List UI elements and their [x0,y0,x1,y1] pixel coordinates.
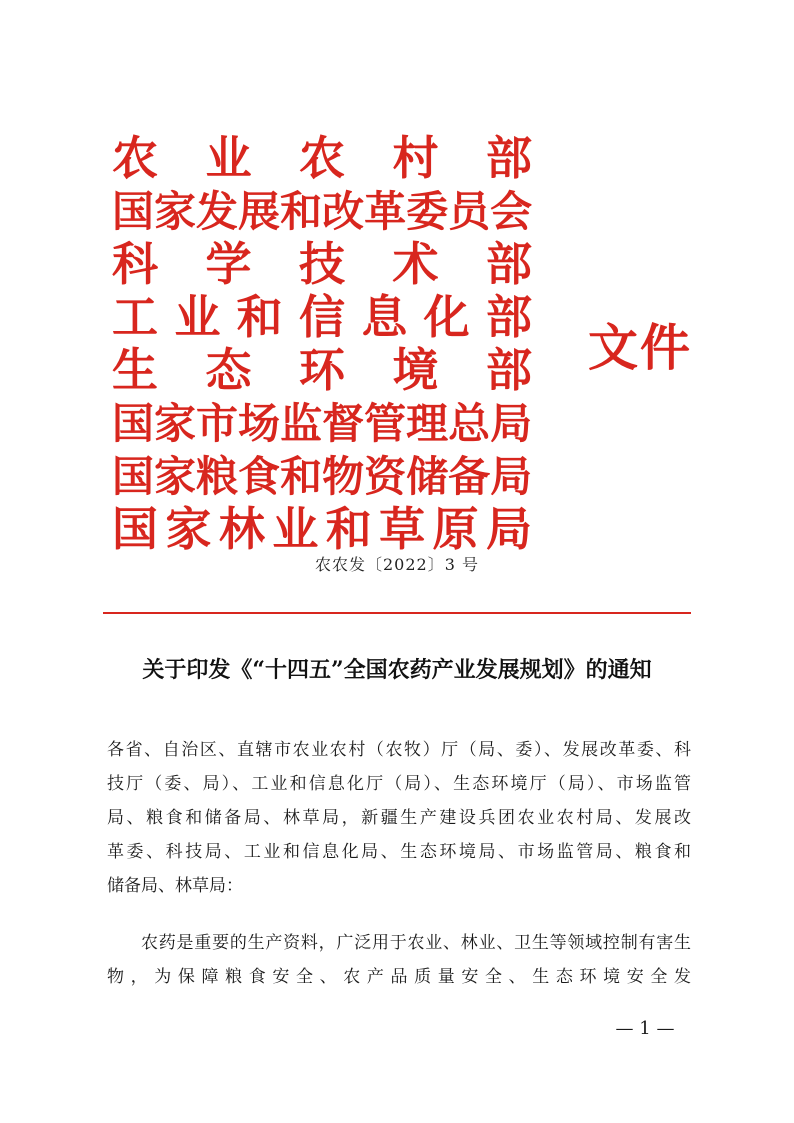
issuer-line [112,450,532,503]
issuer-name: 国 家 林 业 和 草 原 局 [112,503,532,556]
issuer-name: 国 家 市 场 监 督 管 理 总 局 [112,399,532,448]
issuer-line [112,344,532,397]
issuer-line [112,185,532,238]
issuer-name: 国 家 发 展 和 改 革 委 员 会 [112,187,532,236]
body-paragraph: 农药是重要的生产资料，广泛用于农业、林业、卫生等领域控制有害生物，为保障粮食安全、农产品质量安全、生态环境安全发 [107,933,691,987]
addressee-line: 各省、自治区、直辖市农业农村（农牧）厅（局、委）、发展改革委、科 [107,740,691,760]
masthead-suffix: 文件 [588,318,692,377]
issuer-line [112,397,532,450]
issuer-line [112,132,532,185]
addressee-line: 革委、科技局、工业和信息化局、生态环境局、市场监管局、粮食和 [107,842,691,862]
addressee-line: 局、粮食和储备局、林草局，新疆生产建设兵团农业农村局、发展改 [107,808,691,828]
issuer-name: 科 学 技 术 部 [112,238,532,291]
issuer-line [112,503,532,556]
red-divider [103,612,691,614]
addressee-line: 技厅（委、局）、工业和信息化厅（局）、生态环境厅（局）、市场监管 [107,774,691,794]
issuer-name: 国 家 粮 食 和 物 资 储 备 局 [112,452,532,501]
issuer-list [112,132,532,556]
issuer-name: 生 态 环 境 部 [112,344,532,397]
issuer-name: 农 业 农 村 部 [112,132,532,185]
addressee-block [107,733,691,903]
document-number: 农农发〔2022〕3 号 [315,555,479,574]
issuer-line [112,291,532,344]
page-number: — 1 — [615,1018,675,1039]
document-title: 关于印发《“十四五”全国农药产业发展规划》的通知 [142,657,652,683]
issuer-line [112,238,532,291]
issuer-name: 工 业 和 信 息 化 部 [112,291,532,344]
addressee-line: 储备局、林草局： [107,876,243,896]
